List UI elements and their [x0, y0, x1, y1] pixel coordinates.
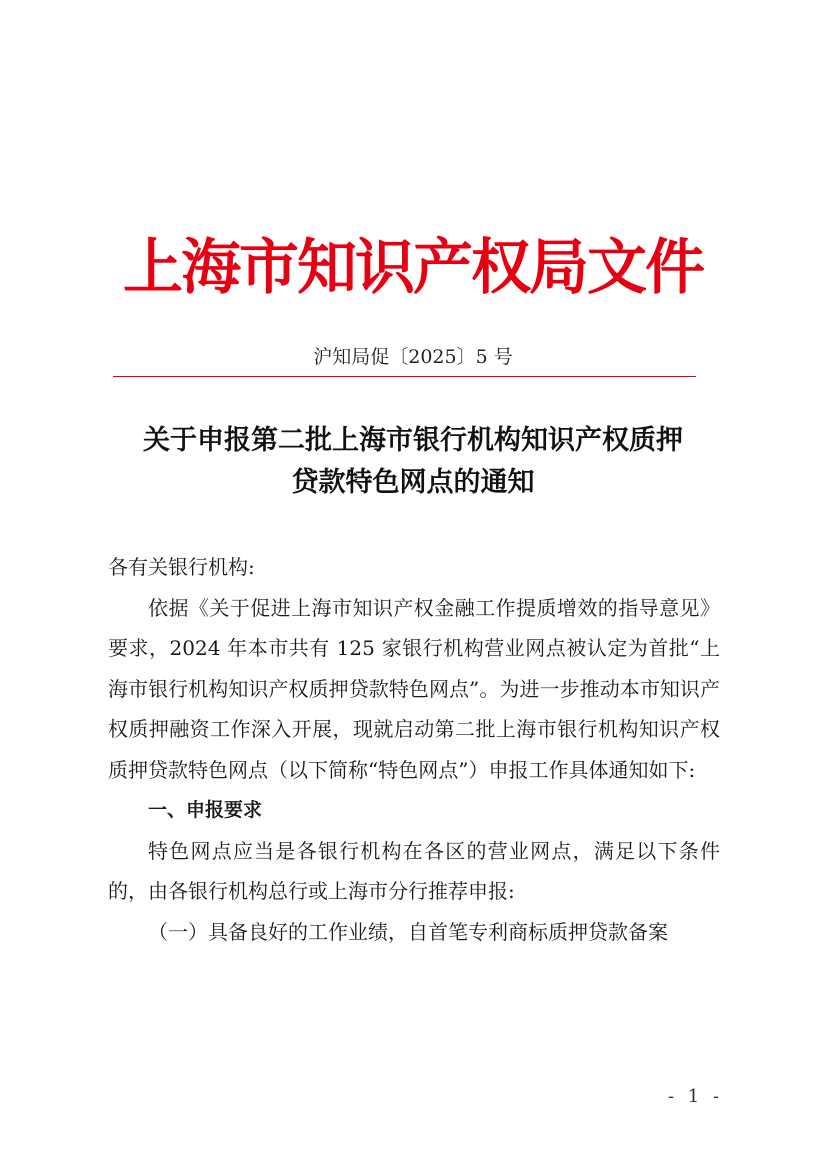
- salutation: 各有关银行机构:: [108, 555, 255, 579]
- body-paragraph-3: （一）具备良好的工作业绩，自首笔专利商标质押贷款备案: [148, 919, 668, 944]
- notice-title-line-2: 贷款特色网点的通知: [291, 467, 535, 498]
- document-issuer-title: 上海市知识产权局文件: [123, 233, 703, 303]
- section-heading-1: 一、申报要求: [148, 799, 263, 821]
- notice-title: [60, 420, 766, 504]
- body-paragraph-1: 依据《关于促进上海市知识产权金融工作提质增效的指导意见》要求，2024 年本市共有 125 家银行机构营业网点被认定为首批“上海市银行机构知识产权质押贷款特色网点”。为进一步推动本市知识产权质押融资工作深入开展，现就启动第二批上海市银行机构知识产权质押贷款特色网点（以下简称“特色网点”）申报工作具体通知如下:: [108, 595, 720, 782]
- body-paragraph-2: 特色网点应当是各银行机构在各区的营业网点，满足以下条件的，由各银行机构总行或上海市分行推荐申报:: [108, 838, 720, 903]
- document-number: 沪知局促〔2025〕5 号: [313, 346, 513, 368]
- notice-title-line-1: 关于申报第二批上海市银行机构知识产权质押: [143, 425, 683, 456]
- red-divider-line: [113, 376, 696, 377]
- page-number: - 1 -: [668, 1086, 724, 1107]
- document-body: [108, 547, 720, 952]
